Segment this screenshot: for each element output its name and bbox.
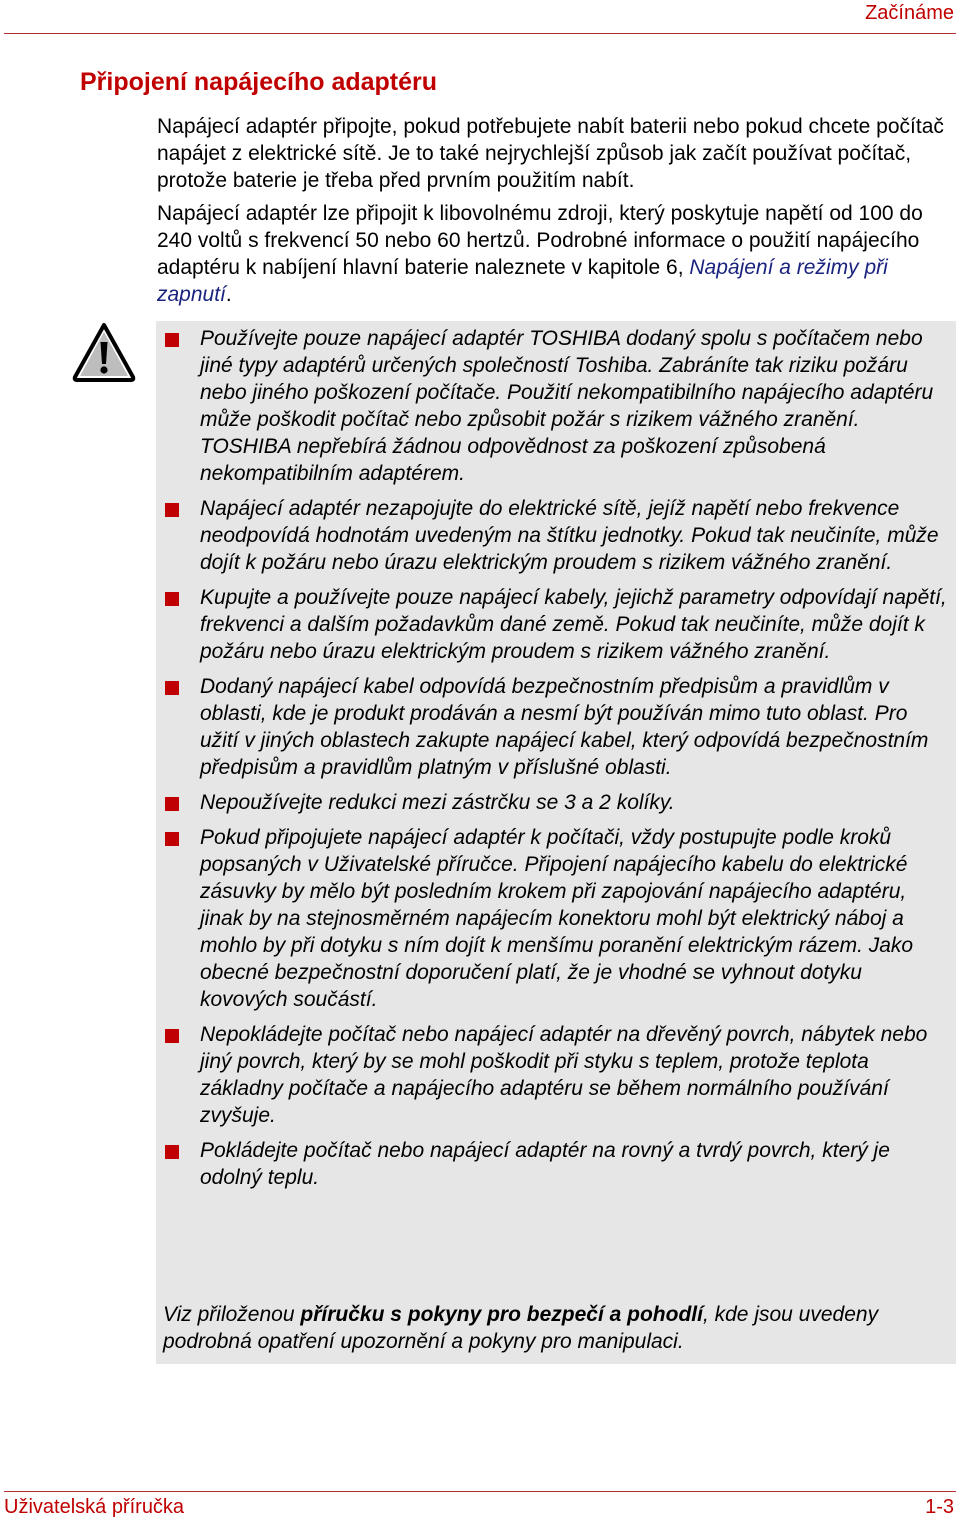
warning-item-text: Dodaný napájecí kabel odpovídá bezpečnostním předpisům a pravidlům v oblasti, kde je produkt prodáván a nesmí být používán mimo tuto oblast. Pro užití v jiných oblastech zakupte napájecí kabel, který odpovídá bezpečnostním předpisům a pravidlům platným v příslušné oblasti.: [200, 675, 929, 779]
bullet-square-icon: [165, 592, 179, 606]
warning-item: [156, 789, 956, 816]
warning-item-text: Používejte pouze napájecí adaptér TOSHIBA dodaný spolu s počítačem nebo jiné typy adaptérů určených společností Toshiba. Zabráníte tak riziku požáru nebo jiného poškození počítače. Použití nekompatibilního napájecího adaptéru může poškodit počítač nebo způsobit požár s rizikem vážného zranění. TOSHIBA nepřebírá žádnou odpovědnost za poškození způsobená nekompatibilním adaptérem.: [200, 327, 934, 485]
bullet-square-icon: [165, 503, 179, 517]
bullet-square-icon: [165, 681, 179, 695]
warning-item: [156, 325, 956, 487]
bullet-square-icon: [165, 1145, 179, 1159]
warning-item-text: Nepoužívejte redukci mezi zástrčku se 3 a 2 kolíky.: [200, 791, 675, 814]
intro-paragraph-1: Napájecí adaptér připojte, pokud potřebujete nabít baterii nebo pokud chcete počítač napájet z elektrické sítě. Je to také nejrychlejší způsob jak začít používat počítač, protože baterie je třeba před prvním použitím nabít.: [157, 115, 944, 192]
bullet-square-icon: [165, 1029, 179, 1043]
warning-triangle-icon: [72, 321, 136, 383]
warning-item: [156, 495, 956, 576]
bullet-square-icon: [165, 333, 179, 347]
page-number: 1-3: [925, 1496, 954, 1518]
intro-paragraph-2-end: .: [225, 283, 232, 306]
warning-item-text: Pokládejte počítač nebo napájecí adaptér na rovný a tvrdý povrch, který je odolný teplu.: [200, 1139, 890, 1189]
intro-paragraph-2: [157, 200, 957, 308]
warning-box: [156, 321, 956, 1364]
bullet-square-icon: [165, 797, 179, 811]
warning-footer-note: [163, 1301, 953, 1355]
warning-item-text: Pokud připojujete napájecí adaptér k počítači, vždy postupujte podle kroků popsaných v Uživatelské příručce. Připojení napájecího kabelu do elektrické zásuvky by mělo být posledním krokem při zapojování napájecího adaptéru, jinak by na stejnosměrném napájecím konektoru mohl být elektrický náboj a mohlo by při dotyku s ním dojít k menšímu poranění elektrickým rázem. Jako obecné bezpečnostní doporučení platí, že je vhodné se vyhnout dotyku kovových součástí.: [200, 826, 914, 1011]
section-title: Připojení napájecího adaptéru: [80, 68, 438, 96]
intro-paragraph-2-text: Napájecí adaptér lze připojit k libovolnému zdroji, který poskytuje napětí od 100 do 240 voltů s frekvencí 50 nebo 60 hertzů. Podrobné informace o použití napájecího adaptéru k nabíjení hlavní baterie naleznete v kapitole 6,: [157, 202, 923, 279]
warning-footer-post: , kde jsou uvedeny podrobná opatření upozornění a pokyny pro manipulaci.: [163, 1303, 879, 1353]
warning-item: [156, 1021, 956, 1129]
manual-name: Uživatelská příručka: [4, 1496, 185, 1518]
warning-item: [156, 584, 956, 665]
bullet-square-icon: [165, 832, 179, 846]
header-rule: [4, 33, 956, 34]
footer-rule: [4, 1491, 956, 1492]
warning-list: [156, 325, 956, 1199]
warning-item: [156, 1137, 956, 1191]
warning-footer-pre: Viz přiloženou: [163, 1303, 301, 1326]
warning-item: [156, 824, 956, 1013]
warning-item-text: Napájecí adaptér nezapojujte do elektrické sítě, jejíž napětí nebo frekvence neodpovídá hodnotám uvedeným na štítku jednotky. Pokud tak neučiníte, může dojít k požáru nebo úrazu elektrickým proudem s rizikem vážného zranění.: [200, 497, 939, 574]
warning-item-text: Nepokládejte počítač nebo napájecí adaptér na dřevěný povrch, nábytek nebo jiný povrch, který by se mohl poškodit při styku s teplem, protože teplota základny počítače a napájecího adaptéru se během normálního používání zvyšuje.: [200, 1023, 928, 1127]
chapter-6-link[interactable]: Napájení a režimy při zapnutí: [157, 256, 888, 306]
warning-item-text: Kupujte a používejte pouze napájecí kabely, jejichž parametry odpovídají napětí, frekvenci a dalším požadavkům dané země. Pokud tak neučiníte, může dojít k požáru nebo úrazu elektrickým proudem s rizikem vážného zranění.: [200, 586, 947, 663]
safety-guide-reference: příručku s pokyny pro bezpečí a pohodlí: [300, 1303, 703, 1326]
chapter-header: Začínáme: [865, 2, 954, 24]
warning-item: [156, 673, 956, 781]
